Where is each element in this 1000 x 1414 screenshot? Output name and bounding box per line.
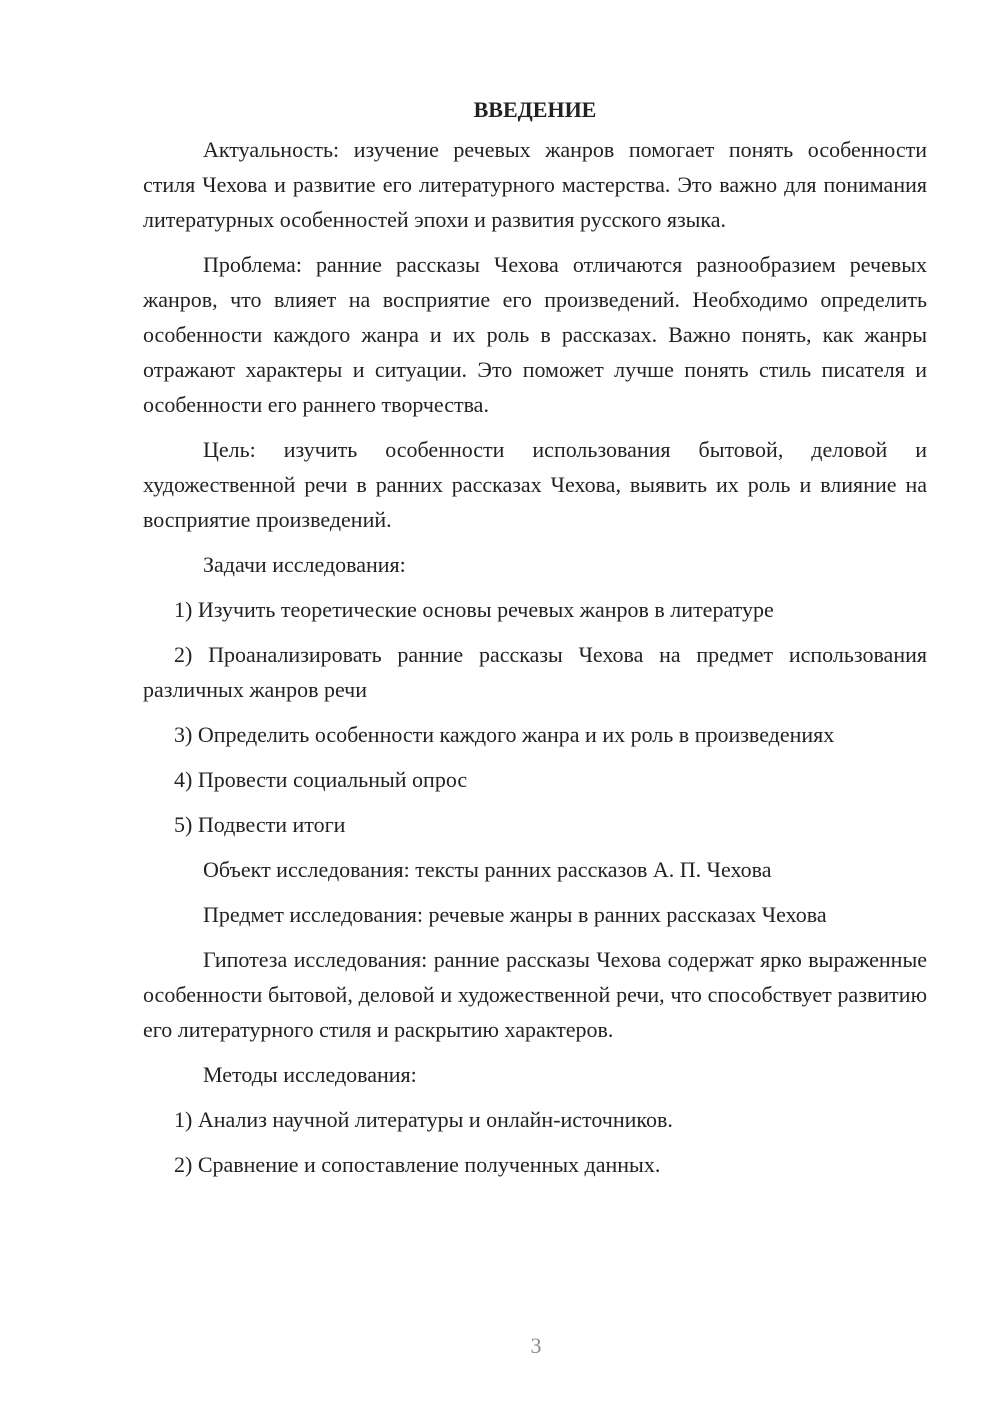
tasks-heading: Задачи исследования: (203, 552, 406, 577)
goal-paragraph: Цель: изучить особенности использования бытовой, деловой и художественной речи в ранних рассказах Чехова, выявить их роль и влияние на восприятие произведений. (143, 437, 927, 532)
subject-paragraph: Предмет исследования: речевые жанры в ранних рассказах Чехова (203, 902, 827, 927)
task-item-2: 2) Проанализировать ранние рассказы Чехова на предмет использования различных жанров речи (143, 642, 927, 702)
document-page (143, 92, 927, 1192)
method-item-2: 2) Сравнение и сопоставление полученных данных. (174, 1152, 661, 1177)
task-item-5: 5) Подвести итоги (174, 812, 346, 837)
relevance-paragraph: Актуальность: изучение речевых жанров помогает понять особенности стиля Чехова и развитие его литературного мастерства. Это важно для понимания литературных особенностей эпохи и развития русского языка. (143, 137, 927, 232)
task-item-4: 4) Провести социальный опрос (174, 767, 468, 792)
object-paragraph: Объект исследования: тексты ранних рассказов А. П. Чехова (203, 857, 772, 882)
section-title: ВВЕДЕНИЕ (473, 97, 597, 122)
method-item-1: 1) Анализ научной литературы и онлайн-источников. (174, 1107, 673, 1132)
hypothesis-paragraph: Гипотеза исследования: ранние рассказы Чехова содержат ярко выраженные особенности бытовой, деловой и художественной речи, что способствует развитию его литературного стиля и раскрытию характеров. (143, 947, 927, 1042)
task-item-3: 3) Определить особенности каждого жанра и их роль в произведениях (174, 722, 835, 747)
problem-paragraph: Проблема: ранние рассказы Чехова отличаются разнообразием речевых жанров, что влияет на восприятие его произведений. Необходимо определить особенности каждого жанра и их роль в рассказах. Важно понять, как жанры отражают характеры и ситуации. Это поможет лучше понять стиль писателя и особенности его раннего творчества. (143, 252, 927, 417)
methods-heading: Методы исследования: (203, 1062, 417, 1087)
task-item-1: 1) Изучить теоретические основы речевых жанров в литературе (174, 597, 774, 622)
page-number: 3 (530, 1333, 542, 1358)
